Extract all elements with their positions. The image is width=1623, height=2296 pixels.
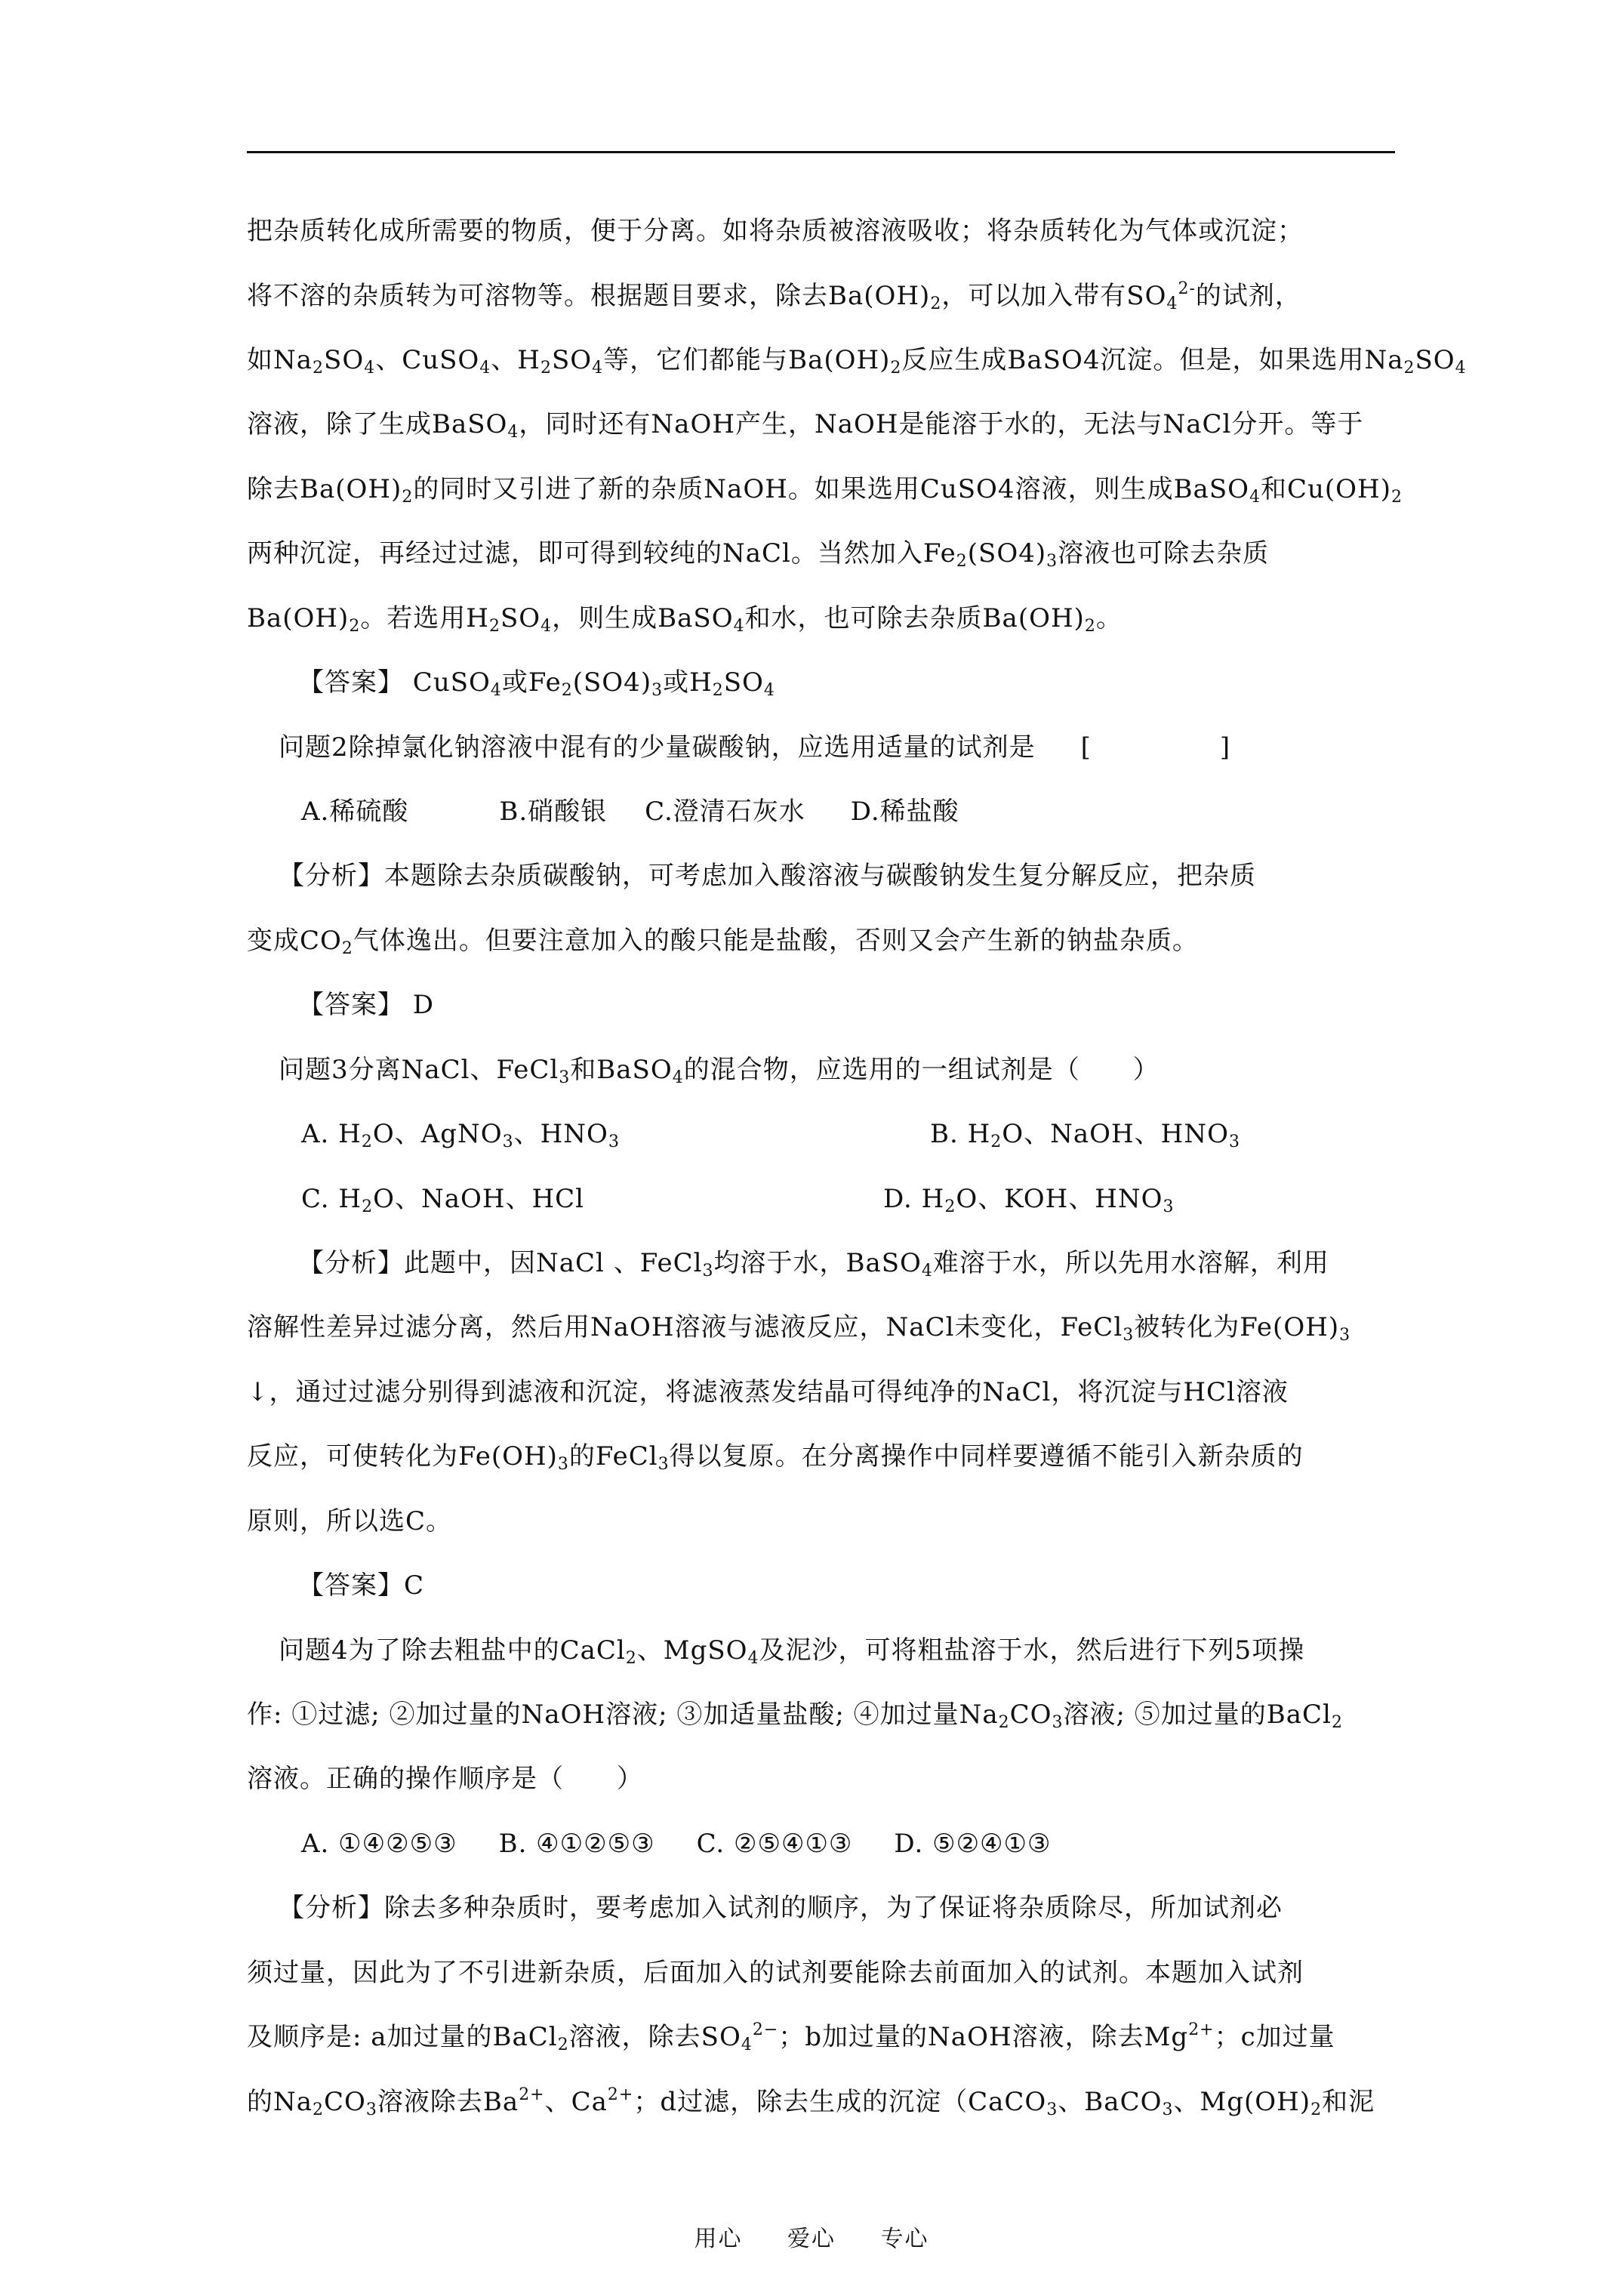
question-4-line1: 问题4为了除去粗盐中的CaCl$_2$、MgSO$_4$及泥沙，可将粗盐溶于水，然后进行下列5项操 [279,1635,1305,1668]
question-4-line2: 作: ①过滤; ②加过量的NaOH溶液; ③加适量盐酸; ④加过量$Na_2CO_3$溶液; ⑤加过量的BaCl$_2$ [247,1700,1343,1732]
question-2-options: A.稀硫酸 B.硝酸银 C.澄清石灰水 D.稀盐酸 [301,797,959,827]
question-4-analysis-line2: 须过量，因此为了不引进新杂质，后面加入的试剂要能除去前面加入的试剂。本题加入试剂 [247,1958,1304,1988]
header-rule [247,151,1395,153]
question-2-analysis-line2: 变成$CO_2$气体逸出。但要注意加入的酸只能是盐酸，否则又会产生新的钠盐杂质。 [247,926,1199,958]
question-3-option-d: D. $H_2O$、KOH、$HNO_3$ [883,1184,1175,1216]
para1-line1: 把杂质转化成所需要的物质，便于分离。如将杂质被溶液吸收；将杂质转化为气体或沉淀； [247,216,1304,246]
question-3-option-c: C. $H_2O$、NaOH、HCl [301,1184,585,1216]
question-3-analysis-line1: 【分析】此题中，因NaCl 、FeCl$_3$均溶于水，BaSO$_4$难溶于水，所以先用水溶解，利用 [298,1248,1329,1281]
footer-text-3: 专心 [880,2226,929,2252]
para1-line3: 如$Na_2SO_4$、CuSO$_4$、$H_2SO_4$等，它们都能与$Ba(OH)_2$反应生成BaSO4沉淀。但是，如果选用$Na_2SO_4$ [247,345,1467,378]
question-4-analysis-line4: 的$Na_2CO_3$溶液除去$Ba^{2+}$、$Ca^{2+}$；d过滤，除去生成的沉淀（CaCO$_3$、BaCO$_3$、$Mg(OH)_2$和泥 [247,2085,1375,2119]
question-3-analysis-line2: 溶解性差异过滤分离，然后用NaOH溶液与滤液反应，NaCl未变化，FeCl$_3$被转化为$Fe(OH)_3$ [247,1312,1351,1345]
question-3-analysis-line5: 原则，所以选C。 [247,1506,453,1536]
question-3-option-b: B. $H_2O$、NaOH、$HNO_3$ [930,1119,1240,1151]
question-4-analysis-line1: 【分析】除去多种杂质时，要考虑加入试剂的顺序，为了保证将杂质除尽，所加试剂必 [279,1893,1283,1923]
para1-line5: 除去$Ba(OH)_2$的同时又引进了新的杂质NaOH。如果选用CuSO4溶液，则生成BaSO$_4$和$Cu(OH)_2$ [247,474,1403,507]
footer-text-2: 爱心 [787,2226,836,2252]
page-footer [0,2224,1623,2254]
question-3-analysis-line3: ↓，通过过滤分别得到滤液和沉淀，将滤液蒸发结晶可得纯净的NaCl，将沉淀与HCl溶液 [247,1377,1289,1407]
answer-1: 【答案】 CuSO$_4$或$Fe_2(SO4)_3$或$H_2SO_4$ [298,667,775,700]
question-3-analysis-line4: 反应，可使转化为$Fe(OH)_3$的FeCl$_3$得以复原。在分离操作中同样要遵循不能引入新杂质的 [247,1441,1304,1474]
para1-line2: 将不溶的杂质转为可溶物等。根据题目要求，除去$Ba(OH)_2$，可以加入带有$SO_4^{2-}$的试剂， [247,279,1301,313]
answer-2: 【答案】 D [298,990,435,1020]
question-2-analysis-line1: 【分析】本题除去杂质碳酸钠，可考虑加入酸溶液与碳酸钠发生复分解反应，把杂质 [279,861,1256,891]
para1-line4: 溶液，除了生成BaSO$_4$，同时还有NaOH产生，NaOH是能溶于水的，无法与NaCl分开。等于 [247,409,1364,442]
question-4-line3: 溶液。正确的操作顺序是（ ） [247,1764,643,1794]
question-3-stem: 问题3分离NaCl、FeCl$_3$和BaSO$_4$的混合物，应选用的一组试剂是（ ） [279,1055,1160,1087]
para1-line6: 两种沉淀，再经过过滤，即可得到较纯的NaCl。当然加入$Fe_2(SO4)_3$溶液也可除去杂质 [247,538,1270,571]
question-4-options: A. ①④②⑤③ B. ④①②⑤③ C. ②⑤④①③ D. ⑤②④①③ [301,1829,1052,1859]
answer-3: 【答案】C [298,1570,425,1601]
question-4-analysis-line3: 及顺序是: a加过量的BaCl$_2$溶液，除去$SO_4^{2-}$；b加过量的NaOH溶液，除去$Mg^{2+}$；c加过量 [247,2020,1335,2054]
question-3-option-a: A. $H_2O$、AgNO$_3$、$HNO_3$ [301,1119,620,1151]
footer-text-1: 用心 [694,2226,743,2252]
question-2-stem: 问题2除掉氯化钠溶液中混有的少量碳酸钠，应选用适量的试剂是 [ ] [279,732,1231,763]
para1-line7: $Ba(OH)_2$。若选用$H_2SO_4$，则生成BaSO$_4$和水，也可除去杂质$Ba(OH)_2$。 [247,603,1123,636]
